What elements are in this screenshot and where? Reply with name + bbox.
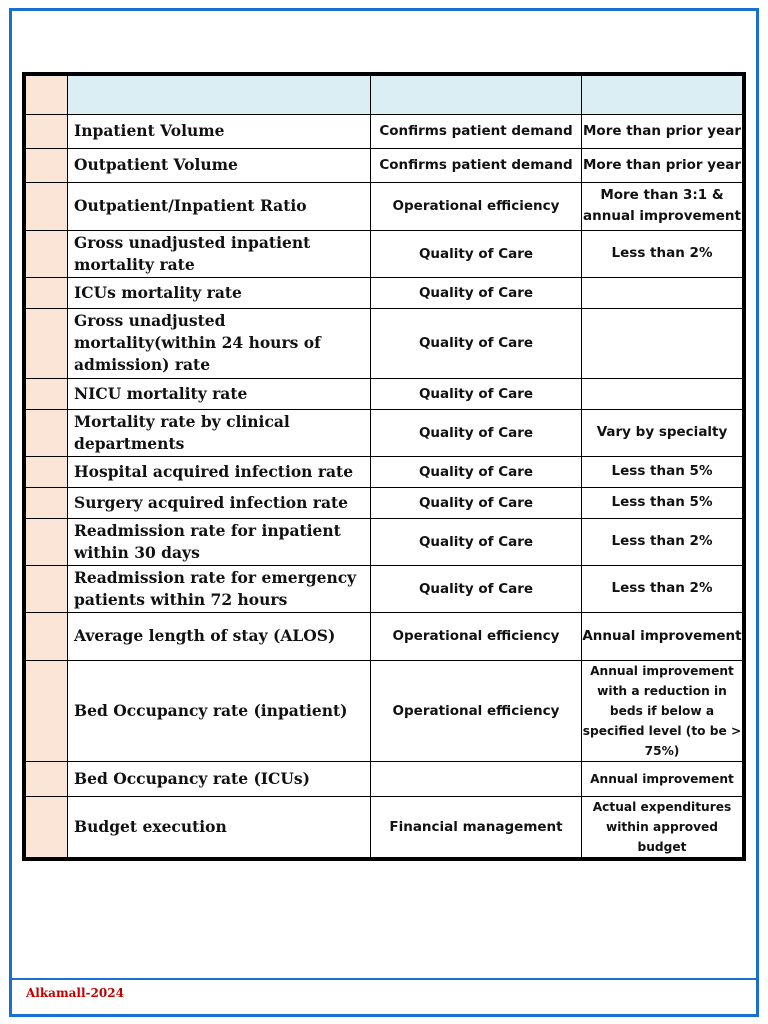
table-row — [24, 230, 744, 277]
table-header-row — [24, 74, 744, 114]
target-cell: More than 3:1 & annual improvement — [582, 182, 745, 230]
table-row — [24, 612, 744, 660]
row-num-cell — [24, 761, 68, 796]
indicator-cell: Gross unadjusted mortality(within 24 hours of admission) rate — [68, 308, 371, 378]
table-row — [24, 761, 744, 796]
indicator-cell: Readmission rate for inpatient within 30 days — [68, 518, 371, 565]
indicator-cell: Surgery acquired infection rate — [68, 487, 371, 518]
indicator-cell: Hospital acquired infection rate — [68, 456, 371, 487]
table-row — [24, 487, 744, 518]
target-cell: Annual improvement — [582, 761, 745, 796]
category-cell — [371, 761, 582, 796]
table-row — [24, 182, 744, 230]
row-num-cell — [24, 148, 68, 182]
table-row — [24, 565, 744, 612]
table-row — [24, 308, 744, 378]
footer-divider — [12, 978, 756, 980]
indicator-cell: Mortality rate by clinical departments — [68, 409, 371, 456]
category-cell: Quality of Care — [371, 565, 582, 612]
indicator-cell: ICUs mortality rate — [68, 277, 371, 308]
row-num-cell — [24, 308, 68, 378]
table-row — [24, 409, 744, 456]
row-num-cell — [24, 230, 68, 277]
indicator-cell: Average length of stay (ALOS) — [68, 612, 371, 660]
indicator-cell: Bed Occupancy rate (ICUs) — [68, 761, 371, 796]
target-cell: Less than 5% — [582, 487, 745, 518]
category-cell: Quality of Care — [371, 378, 582, 409]
kpi-table — [22, 72, 746, 861]
row-num-cell — [24, 612, 68, 660]
table-row — [24, 660, 744, 761]
table-row — [24, 518, 744, 565]
header-num-cell — [24, 74, 68, 114]
target-cell: Actual expenditures within approved budget — [582, 796, 745, 859]
category-cell: Operational efficiency — [371, 660, 582, 761]
category-cell: Financial management — [371, 796, 582, 859]
target-cell: Less than 2% — [582, 565, 745, 612]
category-cell: Confirms patient demand — [371, 114, 582, 148]
footer-credit: Alkamall-2024 — [26, 986, 124, 1000]
indicator-cell: Readmission rate for emergency patients within 72 hours — [68, 565, 371, 612]
category-cell: Quality of Care — [371, 456, 582, 487]
row-num-cell — [24, 456, 68, 487]
indicator-cell: NICU mortality rate — [68, 378, 371, 409]
target-cell: More than prior year — [582, 114, 745, 148]
category-cell: Confirms patient demand — [371, 148, 582, 182]
row-num-cell — [24, 796, 68, 859]
target-cell: Annual improvement with a reduction in beds if below a specified level (to be > 75%) — [582, 660, 745, 761]
row-num-cell — [24, 409, 68, 456]
table-row — [24, 378, 744, 409]
indicator-cell: Inpatient Volume — [68, 114, 371, 148]
indicator-cell: Outpatient Volume — [68, 148, 371, 182]
header-target-cell — [582, 74, 745, 114]
target-cell: Vary by specialty — [582, 409, 745, 456]
header-category-cell — [371, 74, 582, 114]
table-row — [24, 796, 744, 859]
indicator-cell: Gross unadjusted inpatient mortality rate — [68, 230, 371, 277]
target-cell — [582, 378, 745, 409]
target-cell: Less than 2% — [582, 230, 745, 277]
table-row — [24, 148, 744, 182]
table-row — [24, 456, 744, 487]
target-cell — [582, 308, 745, 378]
target-cell: Less than 5% — [582, 456, 745, 487]
row-num-cell — [24, 378, 68, 409]
category-cell: Operational efficiency — [371, 182, 582, 230]
category-cell: Operational efficiency — [371, 612, 582, 660]
target-cell: Annual improvement — [582, 612, 745, 660]
target-cell: Less than 2% — [582, 518, 745, 565]
row-num-cell — [24, 660, 68, 761]
category-cell: Quality of Care — [371, 409, 582, 456]
row-num-cell — [24, 182, 68, 230]
target-cell — [582, 277, 745, 308]
header-indicator-cell — [68, 74, 371, 114]
row-num-cell — [24, 565, 68, 612]
target-cell: More than prior year — [582, 148, 745, 182]
row-num-cell — [24, 277, 68, 308]
category-cell: Quality of Care — [371, 308, 582, 378]
category-cell: Quality of Care — [371, 518, 582, 565]
row-num-cell — [24, 487, 68, 518]
category-cell: Quality of Care — [371, 230, 582, 277]
indicator-cell: Budget execution — [68, 796, 371, 859]
indicator-cell: Bed Occupancy rate (inpatient) — [68, 660, 371, 761]
table-row — [24, 114, 744, 148]
category-cell: Quality of Care — [371, 277, 582, 308]
row-num-cell — [24, 114, 68, 148]
category-cell: Quality of Care — [371, 487, 582, 518]
row-num-cell — [24, 518, 68, 565]
table-row — [24, 277, 744, 308]
indicator-cell: Outpatient/Inpatient Ratio — [68, 182, 371, 230]
